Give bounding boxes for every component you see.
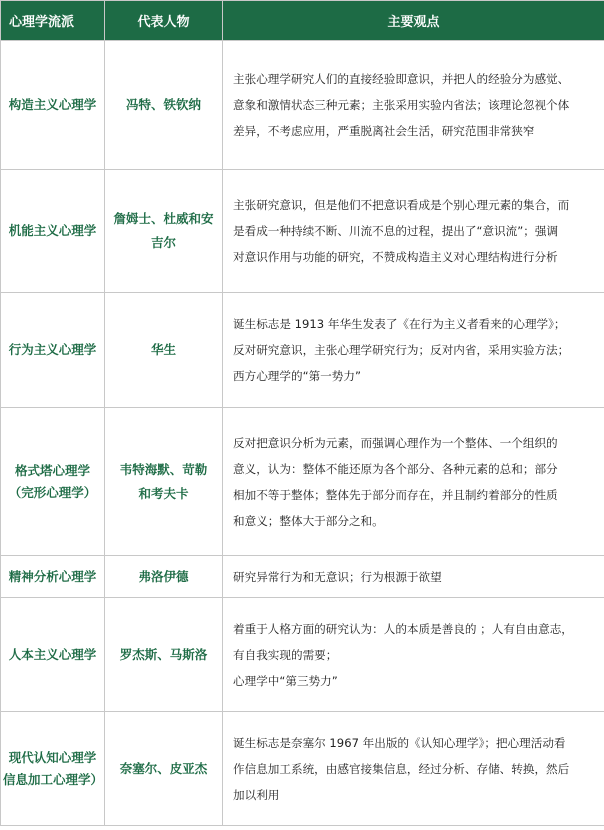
view-line: 诞生标志是 1913 年华生发表了《在行为主义者看来的心理学》；: [233, 317, 566, 331]
header-view: 主要观点: [223, 1, 604, 41]
view-cell: [223, 712, 604, 826]
school-cell: [1, 170, 105, 293]
people-names: 韦特海默、苛勒: [119, 461, 208, 477]
school-name: 机能主义心理学: [8, 223, 97, 238]
people-names: 华生: [150, 342, 176, 357]
view-line: 主张研究意识，但是他们不把意识看成是个别心理元素的集合，而: [233, 198, 570, 212]
view-line: 对意识作用与功能的研究，不赞成构造主义对心理结构进行分析: [233, 250, 558, 264]
view-line: 西方心理学的“第一势力”: [233, 369, 361, 383]
header-school: 心理学流派: [1, 1, 105, 41]
table-row: [1, 408, 604, 556]
school-name: （完形心理学）: [8, 484, 97, 500]
view-line: 有自我实现的需要；: [233, 647, 338, 662]
people-cell: [105, 712, 223, 826]
people-cell: [105, 598, 223, 712]
view-cell: [223, 556, 604, 598]
school-name: 信息加工心理学）: [3, 771, 104, 787]
view-line: 诞生标志是奈塞尔 1967 年出版的《认知心理学》；把心理活动看: [233, 735, 566, 750]
view-line: 主张心理学研究人们的直接经验即意识，并把人的经验分为感觉、: [233, 72, 570, 86]
view-cell: [223, 408, 604, 556]
school-name: 行为主义心理学: [8, 342, 97, 357]
table-row: [1, 598, 604, 712]
view-line: 作信息加工系统，由感官接集信息，经过分析、存储、转换，然后: [233, 761, 570, 776]
view-line: 着重于人格方面的研究认为：人的本质是善良的 ；人有自由意志，: [233, 621, 573, 636]
view-line: 心理学中“第三势力”: [233, 673, 338, 688]
school-name: 精神分析心理学: [8, 568, 97, 584]
people-cell: [105, 408, 223, 556]
view-line: 意义，认为：整体不能还原为各个部分、各种元素的总和；部分: [233, 461, 558, 476]
school-cell: [1, 598, 105, 712]
table-row: [1, 556, 604, 598]
people-names: 和考夫卡: [138, 485, 189, 501]
table-row: [1, 293, 604, 408]
people-cell: [105, 293, 223, 408]
people-cell: [105, 41, 223, 170]
people-cell: [105, 170, 223, 293]
school-cell: [1, 712, 105, 826]
people-names: 奈塞尔、皮亚杰: [119, 760, 208, 776]
people-names: 罗杰斯、马斯洛: [119, 646, 208, 662]
people-cell: [105, 556, 223, 598]
school-cell: [1, 408, 105, 556]
school-name: 现代认知心理学: [8, 749, 97, 765]
view-line: 研究异常行为和无意识；行为根源于欲望: [233, 569, 442, 584]
view-line: 和意义；整体大于部分之和。: [233, 513, 384, 528]
school-cell: [1, 41, 105, 170]
table-row: [1, 712, 604, 826]
view-line: 相加不等于整体；整体先于部分而存在，并且制约着部分的性质: [233, 487, 558, 502]
header-people: 代表人物: [105, 1, 223, 41]
school-name: 人本主义心理学: [8, 646, 97, 662]
people-names: 吉尔: [150, 235, 176, 250]
table-row: [1, 170, 604, 293]
view-line: 反对研究意识，主张心理学研究行为；反对内省，采用实验方法；: [233, 343, 570, 357]
school-name: 格式塔心理学: [14, 462, 90, 478]
school-name: 构造主义心理学: [8, 97, 97, 112]
view-cell: [223, 293, 604, 408]
people-names: 弗洛伊德: [138, 568, 189, 584]
table-row: [1, 41, 604, 170]
view-cell: [223, 598, 604, 712]
school-cell: [1, 293, 105, 408]
view-line: 是看成一种持续不断、川流不息的过程，提出了“意识流”；强调: [233, 224, 559, 238]
view-line: 反对把意识分析为元素，而强调心理作为一个整体、一个组织的: [233, 435, 558, 450]
view-line: 加以利用: [233, 787, 280, 802]
people-names: 冯特、铁钦纳: [125, 97, 201, 112]
view-cell: [223, 170, 604, 293]
view-line: 差异，不考虑应用，严重脱离社会生活，研究范围非常狭窄: [233, 124, 535, 138]
view-cell: [223, 41, 604, 170]
people-names: 詹姆士、杜威和安: [113, 211, 214, 226]
view-line: 意象和激情状态三种元素；主张采用实验内省法；该理论忽视个体: [233, 98, 570, 112]
table-header-row: [1, 1, 604, 41]
school-cell: [1, 556, 105, 598]
